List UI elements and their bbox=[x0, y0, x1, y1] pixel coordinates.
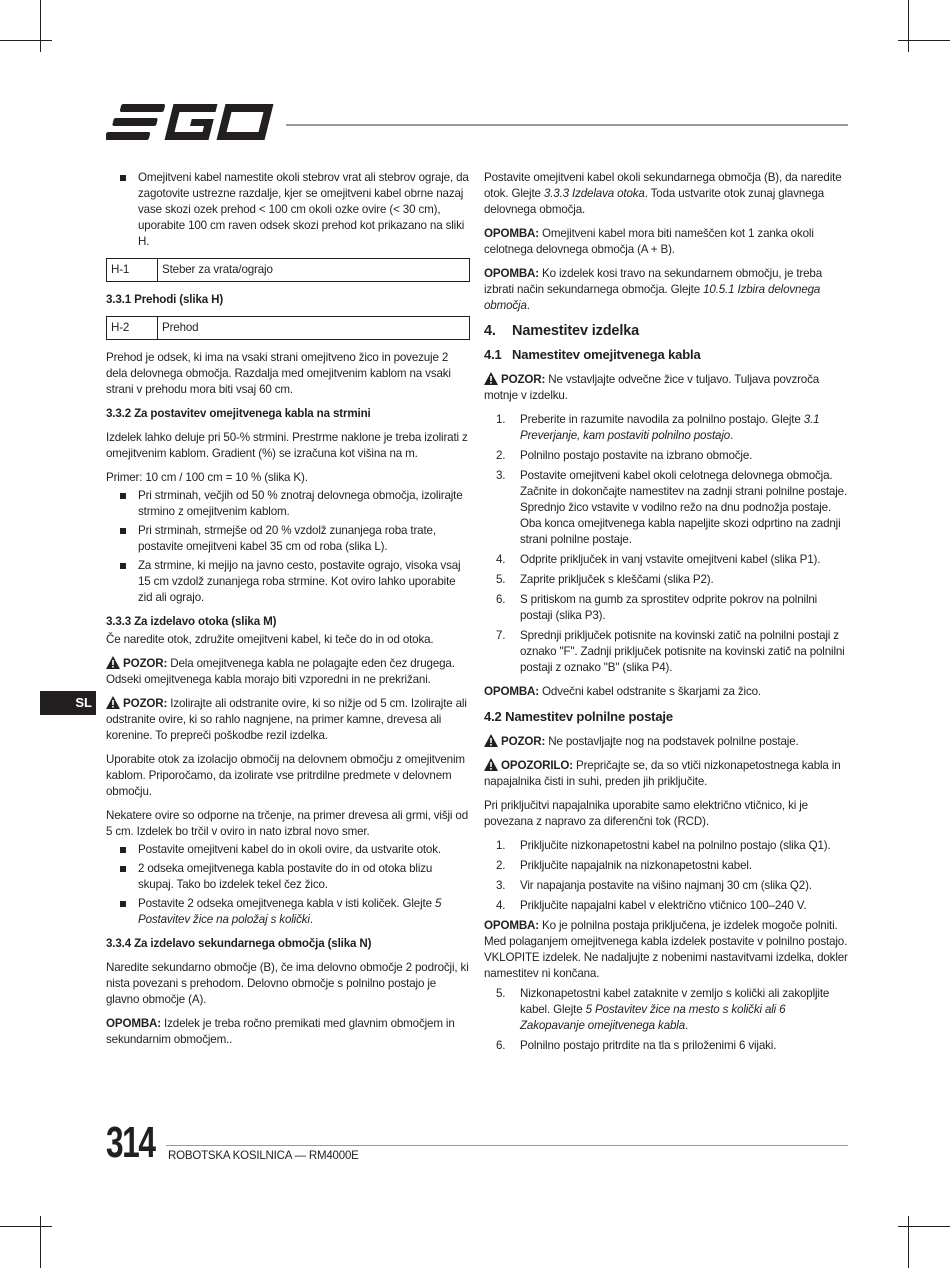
footer-rule bbox=[166, 1145, 848, 1146]
list-item: 1. Preberite in razumite navodila za polnilno postajo. Glejte 3.1 Preverjanje, kam postaviti polnilno postajo. bbox=[496, 413, 820, 442]
left-column bbox=[106, 170, 470, 1056]
caution-paragraph: OPOZORILO: Prepričajte se, da so vtiči nizkonapetostnega kabla in napajalnika čisti in suhi, preden jih priključite. bbox=[484, 759, 841, 788]
ref-label: Prehod bbox=[158, 317, 470, 340]
right-column bbox=[484, 170, 850, 1062]
section-heading: 3.3.3 Za izdelavo otoka (slika M) bbox=[106, 615, 277, 628]
warning-icon bbox=[484, 734, 498, 747]
station-steps-continued bbox=[484, 986, 850, 1054]
warning-paragraph: POZOR: Ne postavljajte nog na podstavek polnilne postaje. bbox=[484, 734, 850, 750]
language-tab: SL bbox=[40, 691, 96, 715]
warning-icon bbox=[106, 656, 120, 669]
slope-list bbox=[106, 488, 470, 606]
paragraph: Če naredite otok, združite omejitveni kabel, ki teče do in od otoka. bbox=[106, 633, 434, 646]
ref-code: H-1 bbox=[107, 259, 158, 282]
list-item: 3. Vir napajanja postavite na višino najmanj 30 cm (slika Q2). bbox=[496, 879, 812, 892]
list-item: 2. Polnilno postajo postavite na izbrano območje. bbox=[496, 449, 753, 462]
paragraph: Pri priključitvi napajalnika uporabite samo električno vtičnico, ki je povezana z napravo za diferenčni tok (RCD). bbox=[484, 799, 808, 828]
section-heading: 4.2 Namestitev polnilne postaje bbox=[484, 709, 673, 724]
reference-table-h2 bbox=[106, 316, 470, 340]
list-item: 4. Odprite priključek in vanj vstavite omejitveni kabel (slika P1). bbox=[496, 553, 821, 566]
ref-code: H-2 bbox=[107, 317, 158, 340]
footer-title: ROBOTSKA KOSILNICA — RM4000E bbox=[168, 1150, 359, 1162]
intro-list bbox=[106, 170, 470, 250]
crop-mark bbox=[908, 0, 909, 52]
reference-table-h1 bbox=[106, 258, 470, 282]
list-item: Postavite omejitveni kabel do in okoli ovire, da ustvarite otok. bbox=[106, 842, 470, 858]
warning-paragraph: POZOR: Izolirajte ali odstranite ovire, ki so nižje od 5 cm. Izolirajte ali odstranite ovire, ki so rahlo nagnjene, na primer kamne, drevesa ali korenine. To prepreči poškodbe rezil izdelka. bbox=[106, 697, 467, 742]
note-paragraph: OPOMBA: Odvečni kabel odstranite s škarjami za žico. bbox=[484, 685, 761, 698]
list-item: 6. Polnilno postajo pritrdite na tla s priloženimi 6 vijaki. bbox=[496, 1039, 777, 1052]
list-item: 7. Sprednji priključek potisnite na kovinski zatič na polnilni postaji z oznako "F". Zadnji priključek potisnite na kovinski zatič na polnilni postaji z oznako "B" (slika P4). bbox=[496, 629, 845, 674]
warning-icon bbox=[106, 696, 120, 709]
warning-icon bbox=[484, 372, 498, 385]
boundary-steps bbox=[484, 412, 850, 676]
cross-reference: 5 Postavitev žice na položaj s količki bbox=[138, 897, 442, 926]
cross-reference: 3.1 Preverjanje, kam postaviti polnilno postajo bbox=[520, 413, 820, 442]
list-item: 3. Postavite omejitveni kabel okoli celotnega delovnega območja. Začnite in dokončajte namestitev na zadnji strani polnilne postaje. Sprednjo žico vstavite v vodilno režo na dnu podnožja postaje. Oba konca omejitvenega kabla napeljite skozi odprtino na zadnji strani polnilne postaje. bbox=[496, 469, 848, 546]
paragraph: Naredite sekundarno območje (B), če ima delovno območje 2 področji, ki nista povezani s prehodom. Delovno območje s polnilno postajo je glavno območje (A). bbox=[106, 961, 469, 1006]
paragraph: Prehod je odsek, ki ima na vsaki strani omejitveno žico in povezuje 2 dela delovnega območja. Razdalja med omejitvenim kablom na vsaki strani v prehodu mora biti vsaj 60 cm. bbox=[106, 351, 451, 396]
note-paragraph: OPOMBA: Izdelek je treba ročno premikati med glavnim območjem in sekundarnim območjem.. bbox=[106, 1017, 455, 1046]
crop-mark bbox=[40, 1216, 41, 1268]
header-rule bbox=[286, 124, 848, 126]
section-heading: 3.3.4 Za izdelavo sekundarnega območja (slika N) bbox=[106, 937, 372, 950]
paragraph: Izdelek lahko deluje pri 50-% strmini. Prestrme naklone je treba izolirati z omejitvenim kablom. Gradient (%) se izračuna kot višina na m. bbox=[106, 431, 468, 460]
cross-reference: 3.3.3 Izdelava otoka bbox=[543, 187, 645, 200]
crop-mark bbox=[0, 1226, 52, 1227]
section-heading: 3.3.1 Prehodi (slika H) bbox=[106, 293, 224, 306]
warning-paragraph: POZOR: Dela omejitvenega kabla ne polagajte eden čez drugega. Odseki omejitvenega kabla morajo biti vzporedni in ne prekrižani. bbox=[106, 657, 455, 686]
page-number: 314 bbox=[106, 1118, 155, 1167]
warning-icon bbox=[484, 758, 498, 771]
crop-mark bbox=[898, 1226, 950, 1227]
crop-mark bbox=[0, 40, 52, 41]
note-paragraph: OPOMBA: Omejitveni kabel mora biti nameščen kot 1 zanka okoli celotnega delovnega območja (A + B). bbox=[484, 227, 814, 256]
list-item: 5. Nizkonapetostni kabel zataknite v zemljo s količki ali zakopljite kabel. Glejte 5 Postavitev žice na mesto s količki ali 6 Zakopavanje omejitvenega kabla. bbox=[496, 987, 830, 1032]
list-item: 2 odseka omejitvenega kabla postavite do in od otoka blizu skupaj. Tako bo izdelek tekel čez žico. bbox=[106, 861, 470, 893]
paragraph: Primer: 10 cm / 100 cm = 10 % (slika K). bbox=[106, 471, 308, 484]
list-item: 2. Priključite napajalnik na nizkonapetostni kabel. bbox=[496, 859, 752, 872]
warning-paragraph: POZOR: Ne vstavljajte odvečne žice v tuljavo. Tuljava povzroča motnje v izdelku. bbox=[484, 373, 820, 402]
paragraph: Nekatere ovire so odporne na trčenje, na primer drevesa ali grmi, višji od 5 cm. Izdelek bo trčil v oviro in nato izbral novo smer. bbox=[106, 809, 469, 838]
ego-logo bbox=[106, 102, 278, 147]
station-steps bbox=[484, 838, 850, 914]
list-item: Omejitveni kabel namestite okoli stebrov vrat ali stebrov ograje, da zagotovite ustrezne razdalje, kjer se omejitveni kabel obrne nazaj vase skozi ozek prehod < 100 cm okoli ozke ovire (< 30 cm), uporabite 100 cm raven odsek skozi prehod kot prikazano na sliki H. bbox=[106, 170, 470, 250]
note-paragraph: OPOMBA: Ko je polnilna postaja priključena, je izdelek mogoče polniti. Med polaganjem omejitvenega kabla izdelek postavite v polnilno postajo. VKLOPITE izdelek. Ne nadaljujte z nobenimi nastavitvami izdelka, dokler namestitev ni končana. bbox=[484, 919, 848, 980]
chapter-heading: 4. Namestitev izdelka bbox=[484, 323, 640, 339]
list-item: Pri strminah, strmejše od 20 % vzdolž zunanjega roba trate, postavite omejitveni kabel 35 cm od roba (slika L). bbox=[106, 523, 470, 555]
paragraph: Postavite omejitveni kabel okoli sekundarnega območja (B), da naredite otok. Glejte 3.3.3 Izdelava otoka. Toda ustvarite otok zunaj glavnega delovnega območja. bbox=[484, 171, 842, 216]
cross-reference: 5 Postavitev žice na mesto s količki ali 6 Zakopavanje omejitvenega kabla bbox=[520, 1003, 786, 1032]
paragraph: Uporabite otok za izolacijo območij na delovnem območju z omejitvenim kablom. Priporočamo, da izolirate vse pritrdilne predmete v delovnem območju. bbox=[106, 753, 465, 798]
crop-mark bbox=[898, 40, 950, 41]
section-heading: 4.1 Namestitev omejitvenega kabla bbox=[484, 347, 701, 362]
list-item: 4. Priključite napajalni kabel v električno vtičnico 100–240 V. bbox=[496, 899, 807, 912]
list-item: Postavite 2 odseka omejitvenega kabla v isti količek. Glejte 5 Postavitev žice na položaj s količki. bbox=[106, 896, 470, 928]
island-list bbox=[106, 842, 470, 928]
list-item: 6. S pritiskom na gumb za sprostitev odprite pokrov na polnilni postaji (slika P3). bbox=[496, 593, 818, 622]
note-paragraph: OPOMBA: Ko izdelek kosi travo na sekundarnem območju, je treba izbrati način sekundarnega območja. Glejte 10.5.1 Izbira delovnega območja. bbox=[484, 267, 823, 312]
list-item: 5. Zaprite priključek s kleščami (slika P2). bbox=[496, 573, 714, 586]
cross-reference: 10.5.1 Izbira delovnega območja bbox=[484, 283, 821, 312]
list-item: Za strmine, ki mejijo na javno cesto, postavite ograjo, visoka vsaj 15 cm vzdolž zunanjega roba strmine. Kot oviro lahko uporabite zid ali ograjo. bbox=[106, 558, 470, 606]
ref-label: Steber za vrata/ograjo bbox=[158, 259, 470, 282]
list-item: 1. Priključite nizkonapetostni kabel na polnilno postajo (slika Q1). bbox=[496, 839, 831, 852]
section-heading: 3.3.2 Za postavitev omejitvenega kabla na strmini bbox=[106, 407, 371, 420]
crop-mark bbox=[40, 0, 41, 52]
list-item: Pri strminah, večjih od 50 % znotraj delovnega območja, izolirajte strmino z omejitvenim kablom. bbox=[106, 488, 470, 520]
crop-mark bbox=[908, 1216, 909, 1268]
